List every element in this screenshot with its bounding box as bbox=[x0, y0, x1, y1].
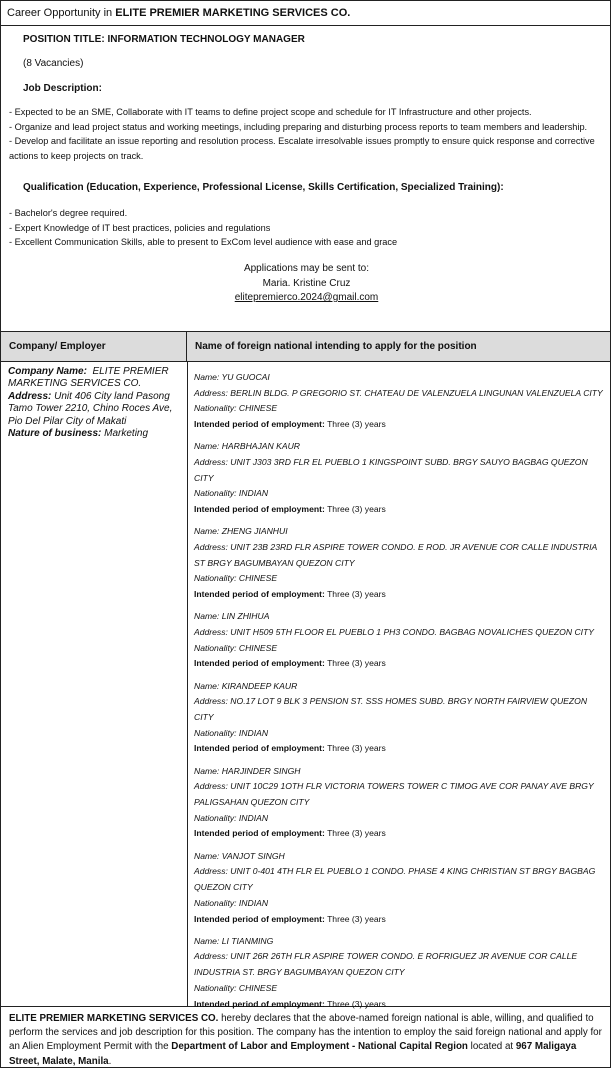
national-nationality: Nationality: CHINESE bbox=[194, 982, 278, 993]
foreign-national-entry bbox=[194, 849, 606, 928]
foreign-national-entry bbox=[194, 764, 606, 843]
national-nationality: Nationality: INDIAN bbox=[194, 812, 269, 823]
vacancies-count: (8 Vacancies) bbox=[23, 58, 84, 69]
footer-location: 967 Maligaya Street, Malate, Manila bbox=[9, 1041, 577, 1067]
foreign-national-entry bbox=[194, 524, 606, 603]
application-email-link[interactable]: elitepremierco.2024@gmail.com bbox=[234, 292, 379, 303]
foreign-national-entry bbox=[194, 439, 606, 518]
period-value: Three (3) years bbox=[327, 913, 386, 924]
national-address: Address: UNIT H509 5TH FLOOR EL PUEBLO 1 PH3 CONDO. BAGBAG NOVALICHES QUEZON CITY bbox=[194, 627, 595, 638]
application-info bbox=[1, 262, 611, 306]
job-description-label: Job Description: bbox=[23, 83, 102, 94]
employer-cell bbox=[8, 366, 184, 440]
career-header bbox=[1, 1, 610, 26]
national-nationality: Nationality: INDIAN bbox=[194, 897, 269, 908]
company-address-label: Address: bbox=[8, 390, 52, 402]
national-period bbox=[194, 417, 606, 433]
qualification-item: - Excellent Communication Skills, able to present to ExCom level audience with ease and grace bbox=[9, 237, 398, 247]
foreign-nationals-list bbox=[194, 370, 606, 1019]
national-name: Name: HARBHAJAN KAUR bbox=[194, 441, 301, 452]
national-name: Name: ZHENG JIANHUI bbox=[194, 526, 288, 537]
national-address: Address: BERLIN BLDG. P GREGORIO ST. CHATEAU DE VALENZUELA LINGUNAN VALENZUELA CITY bbox=[194, 387, 603, 398]
company-name-value: ELITE PREMIER MARKETING SERVICES CO. bbox=[8, 366, 169, 390]
header-company: ELITE PREMIER MARKETING SERVICES CO. bbox=[115, 7, 351, 19]
company-name-label: Company Name: bbox=[8, 366, 87, 377]
footer-company: ELITE PREMIER MARKETING SERVICES CO. bbox=[9, 1013, 219, 1024]
national-address: Address: UNIT J303 3RD FLR EL PUEBLO 1 KINGSPOINT SUBD. BRGY SAUYO BAGBAG QUEZON CITY bbox=[194, 457, 588, 483]
business-nature-label: Nature of business: bbox=[8, 428, 102, 440]
period-value: Three (3) years bbox=[327, 504, 386, 515]
qualification-item: - Expert Knowledge of IT best practices, policies and regulations bbox=[9, 222, 271, 233]
foreign-national-entry bbox=[194, 370, 606, 433]
national-address: Address: NO.17 LOT 9 BLK 3 PENSION ST. SSS HOMES SUBD. BRGY NORTH FAIRVIEW QUEZON CITY bbox=[194, 696, 588, 723]
period-label: Intended period of employment: bbox=[194, 828, 325, 839]
period-value: Three (3) years bbox=[327, 589, 386, 600]
job-description-item: - Develop and facilitate an issue reporting and resolution process. Escalate irresolvable issues promptly to ensure quick response and corrective actions to keep projects on track. bbox=[9, 136, 595, 161]
national-name: Name: HARJINDER SINGH bbox=[194, 765, 301, 776]
column-header-nationals: Name of foreign national intending to apply for the position bbox=[187, 332, 610, 362]
employer-table bbox=[1, 331, 610, 1007]
application-contact: Maria. Kristine Cruz bbox=[262, 277, 351, 289]
job-description-item: - Organize and lead project status and working meetings, including preparing and disturbing process reports to team members and leadership. bbox=[9, 121, 588, 132]
footer-text-2: located at bbox=[467, 1041, 516, 1053]
declaration-footer bbox=[9, 1012, 608, 1069]
national-period bbox=[194, 826, 606, 842]
header-prefix: Career Opportunity in bbox=[7, 7, 113, 19]
period-label: Intended period of employment: bbox=[194, 658, 325, 669]
period-value: Three (3) years bbox=[327, 419, 386, 430]
national-nationality: Nationality: CHINESE bbox=[194, 403, 278, 414]
national-period bbox=[194, 656, 606, 672]
foreign-national-entry bbox=[194, 934, 606, 1013]
national-name: Name: YU GUOCAI bbox=[194, 372, 270, 382]
national-address: Address: UNIT 0-401 4TH FLR EL PUEBLO 1 CONDO. PHASE 4 KING CHRISTIAN ST BRGY BAGBAG QUEZON CITY bbox=[194, 866, 596, 893]
national-name: Name: LI TIANMING bbox=[194, 935, 274, 946]
national-address: Address: UNIT 10C29 1OTH FLR VICTORIA TOWERS TOWER C TIMOG AVE COR PANAY AVE BRGY PALIGSAHAN QUEZON CITY bbox=[194, 781, 594, 808]
qualification-item: - Bachelor's degree required. bbox=[9, 208, 128, 218]
national-period bbox=[194, 587, 606, 603]
period-value: Three (3) years bbox=[327, 658, 386, 669]
period-label: Intended period of employment: bbox=[194, 504, 325, 515]
column-divider bbox=[187, 362, 188, 1006]
period-value: Three (3) years bbox=[327, 998, 386, 1009]
foreign-national-entry bbox=[194, 679, 606, 758]
national-address: Address: UNIT 23B 23RD FLR ASPIRE TOWER CONDO. E ROD. JR AVENUE COR CALLE INDUSTRIA ST BRGY BAGUMBAYAN QUEZON CITY bbox=[194, 542, 597, 568]
footer-end: . bbox=[108, 1055, 112, 1067]
period-value: Three (3) years bbox=[327, 743, 386, 754]
national-period bbox=[194, 502, 606, 518]
job-description-list bbox=[9, 105, 605, 163]
footer-dole: Department of Labor and Employment - National Capital Region bbox=[171, 1041, 468, 1053]
position-section bbox=[1, 26, 610, 333]
company-address-value: Unit 406 City land Pasong Tamo Tower 2210, Chino Roces Ave, Pio Del Pilar City of Makati bbox=[8, 390, 173, 427]
national-nationality: Nationality: INDIAN bbox=[194, 727, 269, 738]
national-nationality: Nationality: CHINESE bbox=[194, 573, 278, 584]
period-label: Intended period of employment: bbox=[194, 743, 325, 754]
period-value: Three (3) years bbox=[327, 828, 386, 839]
business-nature-value: Marketing bbox=[104, 428, 149, 440]
application-line: Applications may be sent to: bbox=[243, 263, 370, 274]
national-name: Name: KIRANDEEP KAUR bbox=[194, 680, 298, 691]
job-description-item: - Expected to be an SME, Collaborate with IT teams to define project scope and schedule for IT Infrastructure and other projects. bbox=[9, 107, 532, 117]
national-nationality: Nationality: INDIAN bbox=[194, 488, 269, 499]
national-nationality: Nationality: CHINESE bbox=[194, 642, 278, 653]
national-name: Name: VANJOT SINGH bbox=[194, 850, 285, 861]
period-label: Intended period of employment: bbox=[194, 913, 325, 924]
national-name: Name: LIN ZHIHUA bbox=[194, 611, 270, 622]
period-label: Intended period of employment: bbox=[194, 419, 325, 430]
foreign-national-entry bbox=[194, 609, 606, 672]
footer-text-1: hereby declares that the above-named foreign national is able, willing, and qualified to perform the services and job description for this position. The company has the intention to employ the said foreign national and apply for an Alien Employment Permit with the bbox=[9, 1013, 602, 1053]
qualification-label: Qualification (Education, Experience, Professional License, Skills Certification, Specialized Training): bbox=[23, 182, 504, 193]
period-label: Intended period of employment: bbox=[194, 589, 325, 600]
national-period bbox=[194, 741, 606, 757]
national-address: Address: UNIT 26R 26TH FLR ASPIRE TOWER CONDO. E ROFRIGUEZ JR AVENUE COR CALLE INDUSTRIA ST. BRGY BAGUMBAYAN QUEZON CITY bbox=[194, 951, 578, 978]
column-header-employer: Company/ Employer bbox=[1, 332, 187, 362]
national-period bbox=[194, 912, 606, 928]
national-period bbox=[194, 997, 606, 1013]
position-title: POSITION TITLE: INFORMATION TECHNOLOGY MANAGER bbox=[23, 34, 305, 45]
period-label: Intended period of employment: bbox=[194, 998, 325, 1009]
qualification-list bbox=[9, 206, 605, 250]
